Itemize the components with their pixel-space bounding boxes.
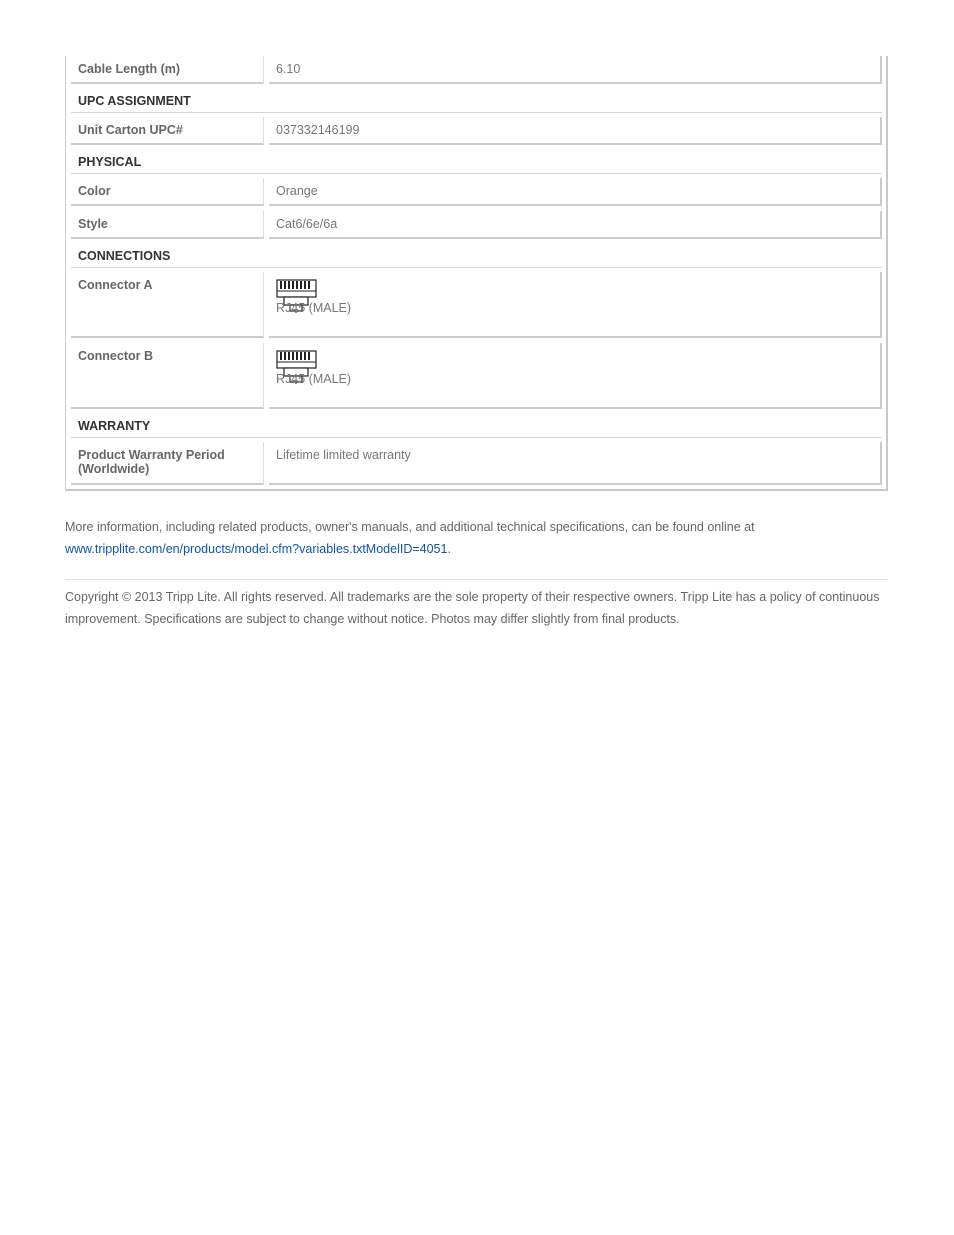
link-suffix: .	[447, 542, 451, 556]
spec-row-color	[71, 178, 882, 206]
spec-value	[269, 343, 882, 409]
spec-value	[269, 272, 882, 338]
product-page-link[interactable]: www.tripplite.com/en/products/model.cfm?variables.txtModelID=4051	[65, 542, 448, 556]
section-header-physical: PHYSICAL	[71, 150, 882, 174]
spec-value: Orange	[269, 178, 882, 206]
spec-table	[65, 56, 888, 491]
spec-value: Cat6/6e/6a	[269, 211, 882, 239]
spec-row-connector-a	[71, 272, 882, 338]
spec-label: Color	[71, 178, 264, 206]
spec-label: Product Warranty Period (Worldwide)	[71, 442, 264, 485]
spec-value: 037332146199	[269, 117, 882, 145]
spec-row-connector-b	[71, 343, 882, 409]
section-header-warranty: WARRANTY	[71, 414, 882, 438]
section-header-connections: CONNECTIONS	[71, 244, 882, 268]
spec-row-cable-length	[71, 56, 882, 84]
spec-label: Connector B	[71, 343, 264, 409]
spec-value: Lifetime limited warranty	[269, 442, 882, 485]
spec-row-unit-carton-upc	[71, 117, 882, 145]
spec-value: 6.10	[269, 56, 882, 84]
spec-row-warranty-period	[71, 442, 882, 485]
connector-type: RJ45 (MALE)	[276, 372, 352, 386]
spec-row-style	[71, 211, 882, 239]
section-header-upc: UPC ASSIGNMENT	[71, 89, 882, 113]
connector-type: RJ45 (MALE)	[276, 301, 352, 315]
spec-label: Cable Length (m)	[71, 56, 264, 84]
spec-label: Style	[71, 211, 264, 239]
more-info-sentence: More information, including related products, owner's manuals, and additional technical specifications, can be found online at	[65, 520, 755, 534]
spec-label: Unit Carton UPC#	[71, 117, 264, 145]
divider	[65, 579, 888, 580]
copyright-text: Copyright © 2013 Tripp Lite. All rights reserved. All trademarks are the sole property of their respective owners. Tripp Lite has a policy of continuous improvement. Specifications are subject to change without notice. Photos may differ slightly from final products.	[65, 590, 880, 626]
spec-label: Connector A	[71, 272, 264, 338]
more-info-text	[65, 516, 888, 560]
